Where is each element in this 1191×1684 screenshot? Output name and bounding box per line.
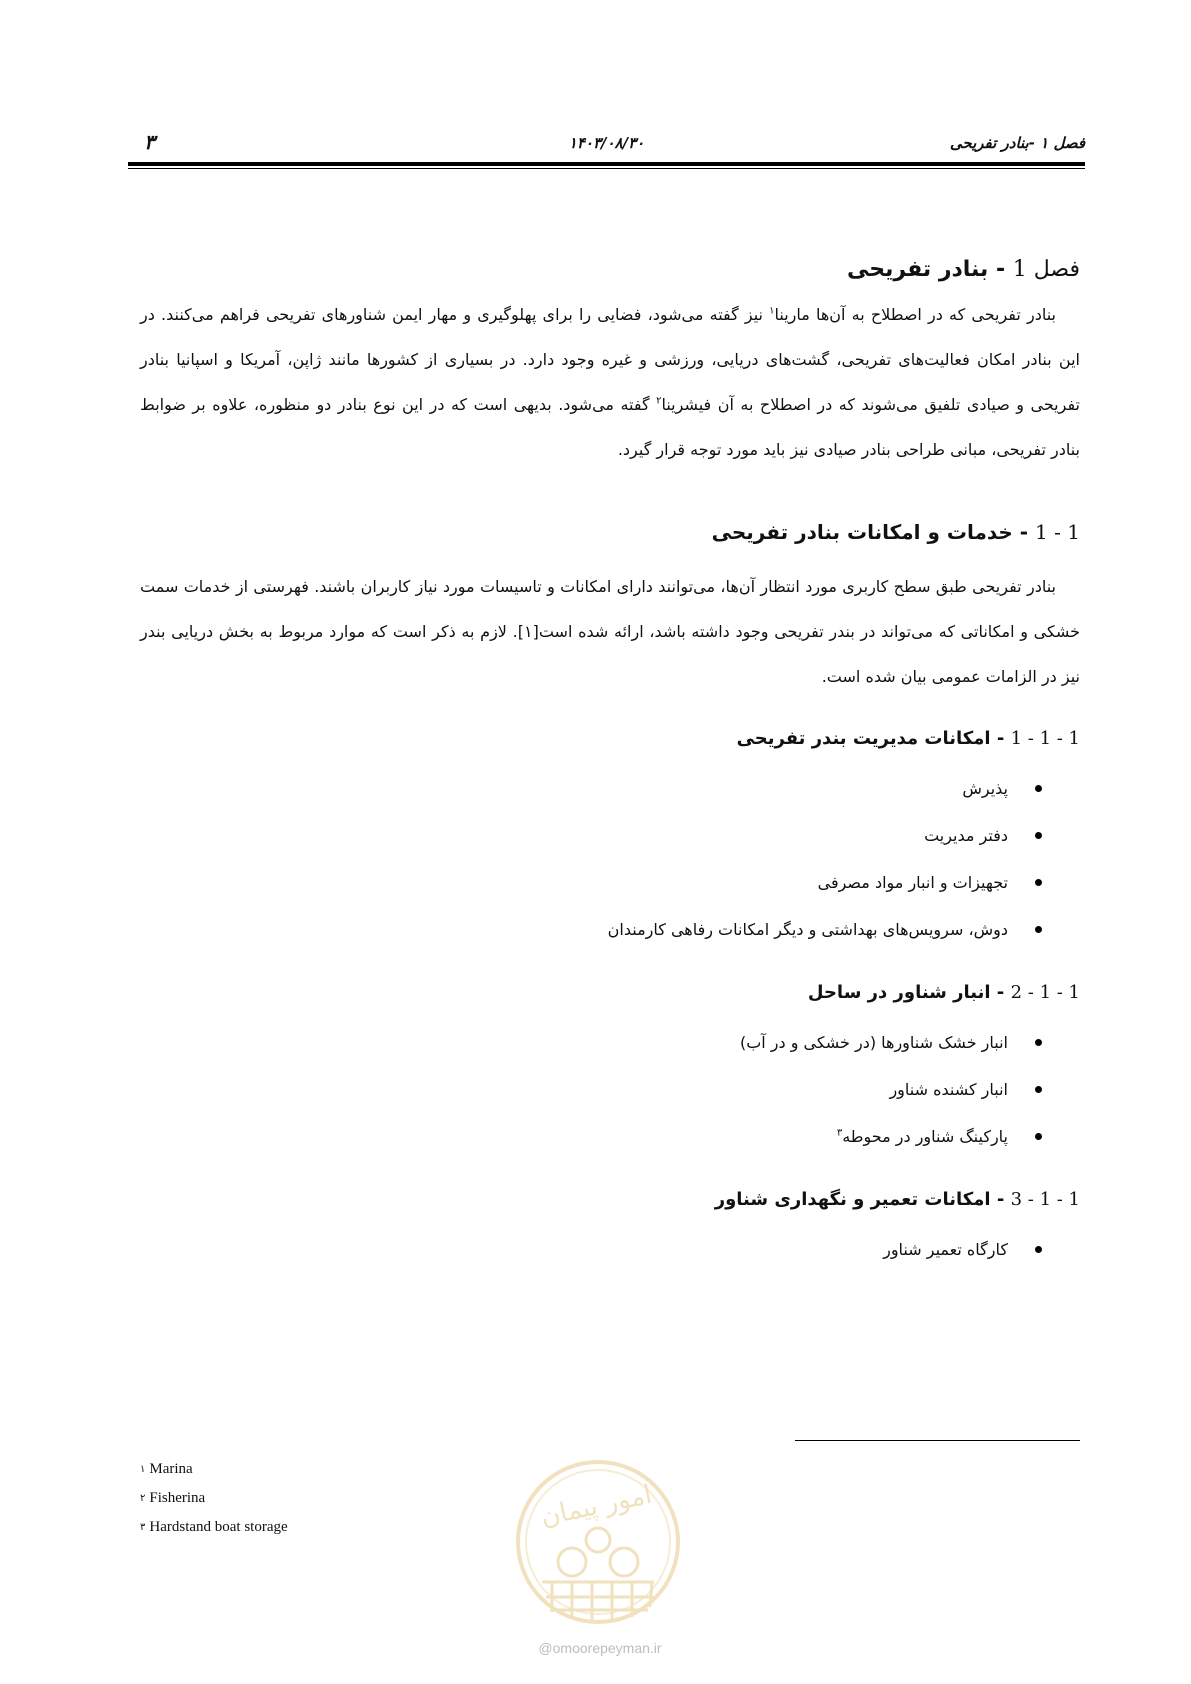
chapter-intro-paragraph — [140, 292, 1080, 472]
page-body — [140, 250, 1080, 1273]
subsection-number: 1 - 1 - 3 — [1010, 1189, 1080, 1210]
section-text-2: . لازم به ذکر است که موارد مربوط به بخش دریایی بندر نیز در الزامات عمومی بیان شده است. — [140, 622, 1080, 686]
footnote-number: ۳ — [140, 1522, 146, 1533]
footnote-ref-2[interactable]: ۲ — [656, 395, 662, 407]
footnote-item — [140, 1484, 288, 1513]
footnote-text: Fisherina — [149, 1490, 206, 1506]
section-title: - خدمات و امکانات بنادر تفریحی — [711, 520, 1029, 544]
list-item: کارگاه تعمیر شناور — [140, 1226, 1042, 1273]
bullet-list — [140, 1019, 1080, 1160]
subsection-number: 1 - 1 - 1 — [1010, 728, 1080, 749]
header-rule-thin — [128, 168, 1085, 169]
subsection-heading — [140, 1180, 1080, 1220]
watermark-text: @omoorepeyman.ir — [538, 1640, 662, 1656]
intro-text-3: گفته می‌شود. بدیهی است که در این نوع بنادر دو منظوره، علاوه بر ضوابط بنادر تفریحی، مبانی طراحی بنادر صیادی نیز باید مورد توجه قرار گیرد. — [140, 395, 1080, 459]
subsection-title: - امکانات تعمیر و نگهداری شناور — [714, 1189, 1005, 1210]
subsection-title: - انبار شناور در ساحل — [807, 982, 1005, 1003]
subsection-title: - امکانات مدیریت بندر تفریحی — [736, 728, 1005, 749]
footnote-ref-3[interactable]: ۳ — [836, 1127, 843, 1139]
section-heading — [140, 512, 1080, 552]
list-item: تجهیزات و انبار مواد مصرفی — [140, 859, 1042, 906]
footnote-item — [140, 1455, 288, 1484]
chapter-title: - بنادر تفریحی — [847, 257, 1006, 282]
list-item — [140, 1113, 1042, 1160]
header-date: ۱۴۰۳/۰۸/۳۰ — [568, 134, 645, 152]
footnotes — [140, 1455, 288, 1542]
footnote-text: Hardstand boat storage — [149, 1519, 288, 1535]
footnote-separator — [795, 1440, 1080, 1441]
intro-text-1: بنادر تفریحی که در اصطلاح به آن‌ها مارینا — [774, 305, 1056, 324]
chapter-number: فصل 1 — [1012, 257, 1080, 282]
header-rule — [128, 162, 1085, 166]
list-item: دوش، سرویس‌های بهداشتی و دیگر امکانات رفاهی کارمندان — [140, 906, 1042, 953]
footnote-number: ۲ — [140, 1493, 146, 1504]
subsection-number: 1 - 1 - 2 — [1010, 982, 1080, 1003]
section-paragraph — [140, 564, 1080, 699]
chapter-heading — [140, 250, 1080, 290]
bullet-list — [140, 1226, 1080, 1273]
section-number: 1 - 1 — [1035, 520, 1080, 544]
list-item-text: پارکینگ شناور در محوطه — [842, 1127, 1008, 1146]
subsection-heading — [140, 973, 1080, 1013]
subsection-heading — [140, 719, 1080, 759]
bullet-list — [140, 765, 1080, 953]
list-item: دفتر مدیریت — [140, 812, 1042, 859]
list-item: انبار کشنده شناور — [140, 1066, 1042, 1113]
header-page-number: ۳ — [144, 130, 155, 154]
footnote-text: Marina — [149, 1461, 193, 1477]
footnote-item — [140, 1513, 288, 1542]
svg-text:امور پیمان: امور پیمان — [538, 1479, 655, 1533]
watermark-logo — [512, 1452, 684, 1652]
footnote-number: ۱ — [140, 1464, 146, 1475]
header-chapter-title: فصل ۱ -بنادر تفریحی — [949, 134, 1085, 152]
section-text-1: بنادر تفریحی طبق سطح کاربری مورد انتظار آن‌ها، می‌توانند دارای امکانات و تاسیسات مورد نیاز کاربران باشند. فهرستی از خدمات سمت خشکی و امکاناتی که می‌تواند در بندر تفریحی وجود داشته باشد، ارائه شده است — [140, 577, 1081, 641]
footnote-ref-1[interactable]: ۱ — [769, 305, 775, 317]
citation-ref[interactable]: [۱] — [517, 622, 539, 641]
running-header — [128, 130, 1085, 156]
list-item: انبار خشک شناورها (در خشکی و در آب) — [140, 1019, 1042, 1066]
intro-text-2: نیز گفته می‌شود، فضایی را برای پهلوگیری و مهار ایمن شناورهای تفریحی فراهم می‌کنند. در این بنادر امکان فعالیت‌های تفریحی، گشت‌های دریایی، ورزشی و غیره وجود دارد. در بسیاری از کشورها مانند ژاپن، آمریکا و اسپانیا بنادر تفریحی و صیادی تلفیق می‌شوند که در اصطلاح به آن فیشرینا — [140, 305, 1081, 414]
list-item: پذیرش — [140, 765, 1042, 812]
